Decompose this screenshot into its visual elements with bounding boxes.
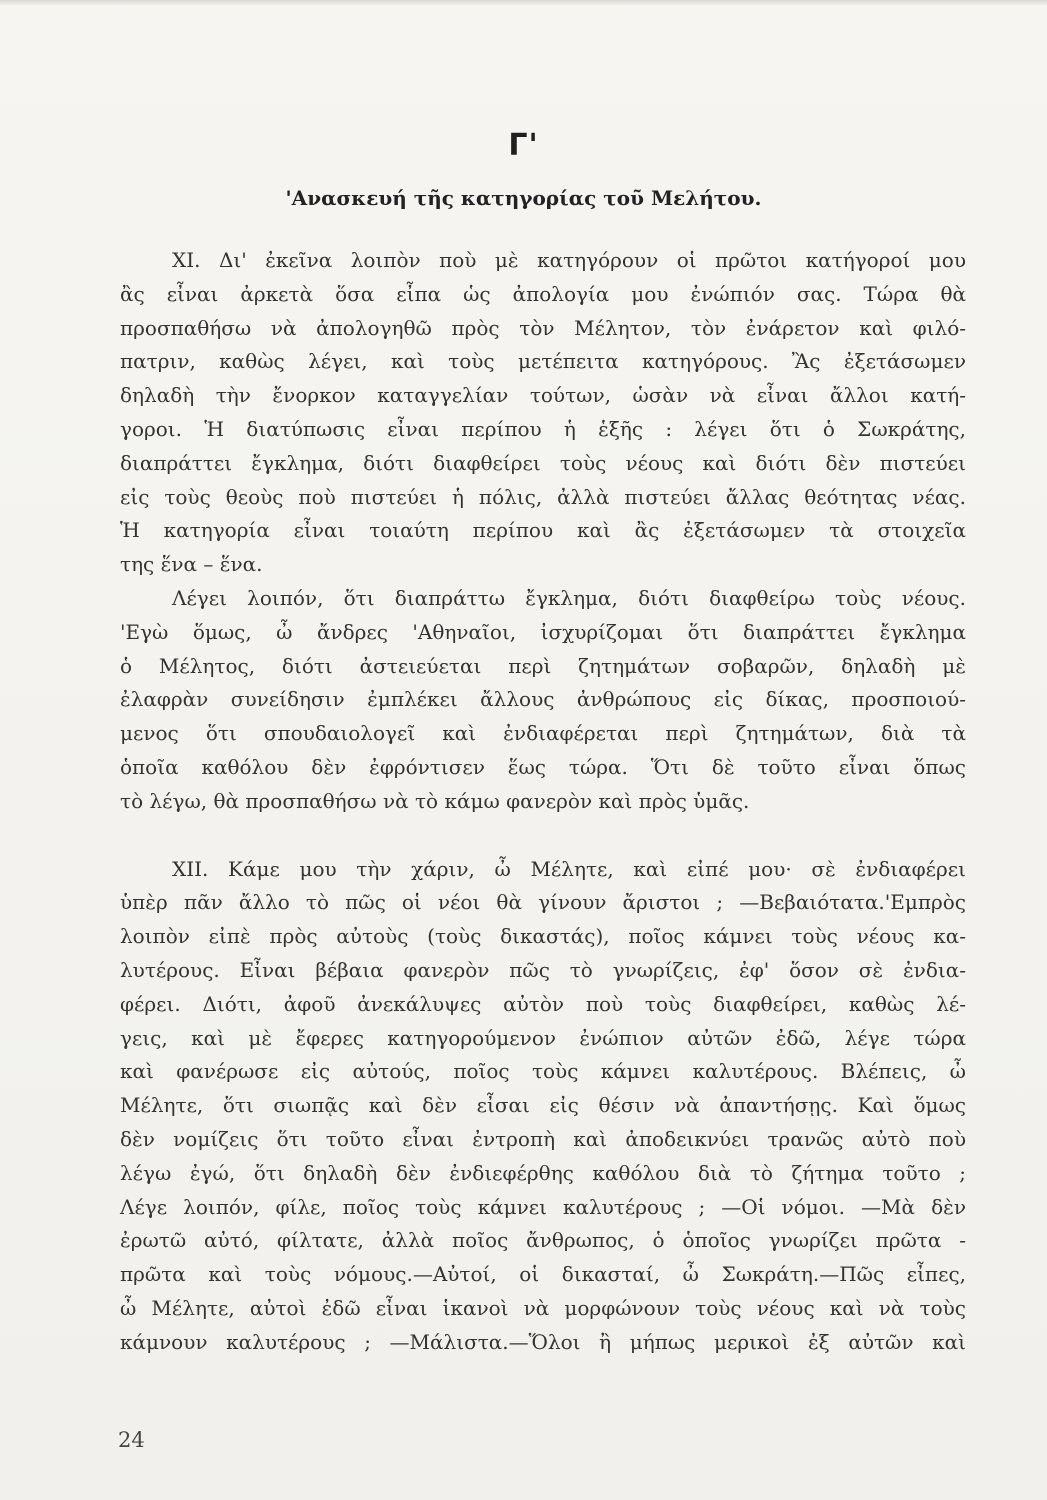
text-line: κάμνουν καλυτέρους ; —Μάλιστα.—Ὅλοι ἢ μήπως μερικοὶ ἐξ αὐτῶν καὶ <box>120 1329 966 1354</box>
text-line: μενος ὅτι σπουδαιολογεῖ καὶ ἐνδιαφέρεται περὶ ζητημάτων, διὰ τὰ <box>120 721 966 746</box>
text-line: φέρει. Διότι, ἀφοῦ ἀνεκάλυψες αὐτὸν ποὺ τοὺς διαφθείρει, καθὼς λέ- <box>120 991 966 1016</box>
text-line: δηλαδὴ τὴν ἔνορκον καταγγελίαν τούτων, ὡσὰν νὰ εἶναι ἄλλοι κατή- <box>120 383 966 408</box>
text-line: Ἡ κατηγορία εἶναι τοιαύτη περίπου καὶ ἂς ἐξετάσωμεν τὰ στοιχεῖα <box>120 518 966 543</box>
paragraph-xii <box>120 853 966 1360</box>
text-line: ἂς εἶναι ἀρκετὰ ὅσα εἶπα ὡς ἀπολογία μου ἐνώπιόν σας. Τώρα θὰ <box>120 281 966 306</box>
text-line: προσπαθήσω νὰ ἀπολογηθῶ πρὸς τὸν Μέλητον, τὸν ἐνάρετον καὶ φιλό- <box>120 315 966 340</box>
chapter-mark: Γ' <box>508 128 539 163</box>
text-line: 'Εγὼ ὅμως, ὦ ἄνδρες 'Αθηναῖοι, ἰσχυρίζομαι ὅτι διαπράττει ἔγκλημα <box>120 619 966 644</box>
text-line: ἐρωτῶ αὐτό, φίλτατε, ἀλλὰ ποῖος ἄνθρωπος, ὁ ὁποῖος γνωρίζει πρῶτα - <box>120 1228 966 1253</box>
paragraph-gap <box>120 819 966 853</box>
text-line: λοιπὸν εἰπὲ πρὸς αὐτοὺς (τοὺς δικαστάς), ποῖος κάμνει τοὺς νέους κα- <box>120 924 966 949</box>
text-line: ὁποῖα καθόλου δὲν ἐφρόντισεν ἕως τώρα. Ὅτι δὲ τοῦτο εἶναι ὅπως <box>120 754 966 779</box>
text-line: Λέγει λοιπόν, ὅτι διαπράττω ἔγκλημα, διότι διαφθείρω τοὺς νέους. <box>172 585 966 610</box>
text-line: δὲν νομίζεις ὅτι τοῦτο εἶναι ἐντροπὴ καὶ ἀποδεικνύει τρανῶς αὐτὸ ποὺ <box>120 1126 966 1151</box>
page-top-edge <box>0 0 1047 6</box>
text-line: καὶ φανέρωσε εἰς αὐτούς, ποῖος τοὺς κάμνει καλυτέρους. Βλέπεις, ὦ <box>120 1059 966 1084</box>
body-text <box>120 244 966 1360</box>
text-line: Μέλητε, ὅτι σιωπᾷς καὶ δὲν εἶσαι εἰς θέσιν νὰ ἀπαντήσῃς. Καὶ ὅμως <box>120 1093 966 1118</box>
text-line: ὦ Μέλητε, αὐτοὶ ἐδῶ εἶναι ἱκανοὶ νὰ μορφώνουν τοὺς νέους καὶ νὰ τοὺς <box>120 1295 966 1320</box>
text-line: τὸ λέγω, θὰ προσπαθήσω νὰ τὸ κάμω φανερὸν καὶ πρὸς ὑμᾶς. <box>120 788 750 813</box>
text-line: γεις, καὶ μὲ ἔφερες κατηγορούμενον ἐνώπιον αὐτῶν ἐδῶ, λέγε τώρα <box>120 1025 966 1050</box>
text-line: XI. Δι' ἐκεῖνα λοιπὸν ποὺ μὲ κατηγόρουν οἱ πρῶτοι κατήγοροί μου <box>172 248 966 272</box>
paragraph-xi-continued <box>120 582 966 819</box>
text-line: της ἕνα – ἕνα. <box>120 552 263 577</box>
text-line: διαπράττει ἔγκλημα, διότι διαφθείρει τοὺς νέους καὶ διότι δὲν πιστεύει <box>120 450 966 475</box>
paragraph-xi <box>120 244 966 582</box>
text-line: πατριν, καθὼς λέγει, καὶ τοὺς μετέπειτα κατηγόρους. Ἂς ἐξετάσωμεν <box>120 349 966 374</box>
text-line: XII. Κάμε μου τὴν χάριν, ὦ Μέλητε, καὶ εἰπέ μου· σὲ ἐνδιαφέρει <box>172 856 966 881</box>
text-line: λυτέρους. Εἶναι βέβαια φανερὸν πῶς τὸ γνωρίζεις, ἐφ' ὅσον σὲ ἐνδια- <box>120 957 966 982</box>
text-line: πρῶτα καὶ τοὺς νόμους.—Αὐτοί, οἱ δικασταί, ὦ Σωκράτη.—Πῶς εἶπες, <box>120 1262 966 1287</box>
text-line: λέγω ἐγώ, ὅτι δηλαδὴ δὲν ἐνδιεφέρθης καθόλου διὰ τὸ ζήτημα τοῦτο ; <box>120 1160 966 1185</box>
text-line: εἰς τοὺς θεοὺς ποὺ πιστεύει ἡ πόλις, ἀλλὰ πιστεύει ἄλλας θεότητας νέας. <box>120 484 966 509</box>
page-number: 24 <box>118 1428 145 1452</box>
text-line: γοροι. Ἡ διατύπωσις εἶναι περίπου ἡ ἑξῆς : λέγει ὅτι ὁ Σωκράτης, <box>120 416 966 441</box>
text-line: ὑπὲρ πᾶν ἄλλο τὸ πῶς οἱ νέοι θὰ γίνουν ἄριστοι ; —Βεβαιότατα.'Εμπρὸς <box>120 890 966 915</box>
text-line: ὁ Μέλητος, διότι ἀστειεύεται περὶ ζητημάτων σοβαρῶν, δηλαδὴ μὲ <box>120 653 966 678</box>
text-line: ἐλαφρὰν συνείδησιν ἐμπλέκει ἄλλους ἀνθρώπους εἰς δίκας, προσποιού- <box>120 687 966 712</box>
chapter-title: 'Ανασκευή τῆς κατηγορίας τοῦ Μελήτου. <box>285 186 762 210</box>
text-line: Λέγε λοιπόν, φίλε, ποῖος τοὺς κάμνει καλυτέρους ; —Οἱ νόμοι. —Μὰ δὲν <box>120 1194 966 1219</box>
